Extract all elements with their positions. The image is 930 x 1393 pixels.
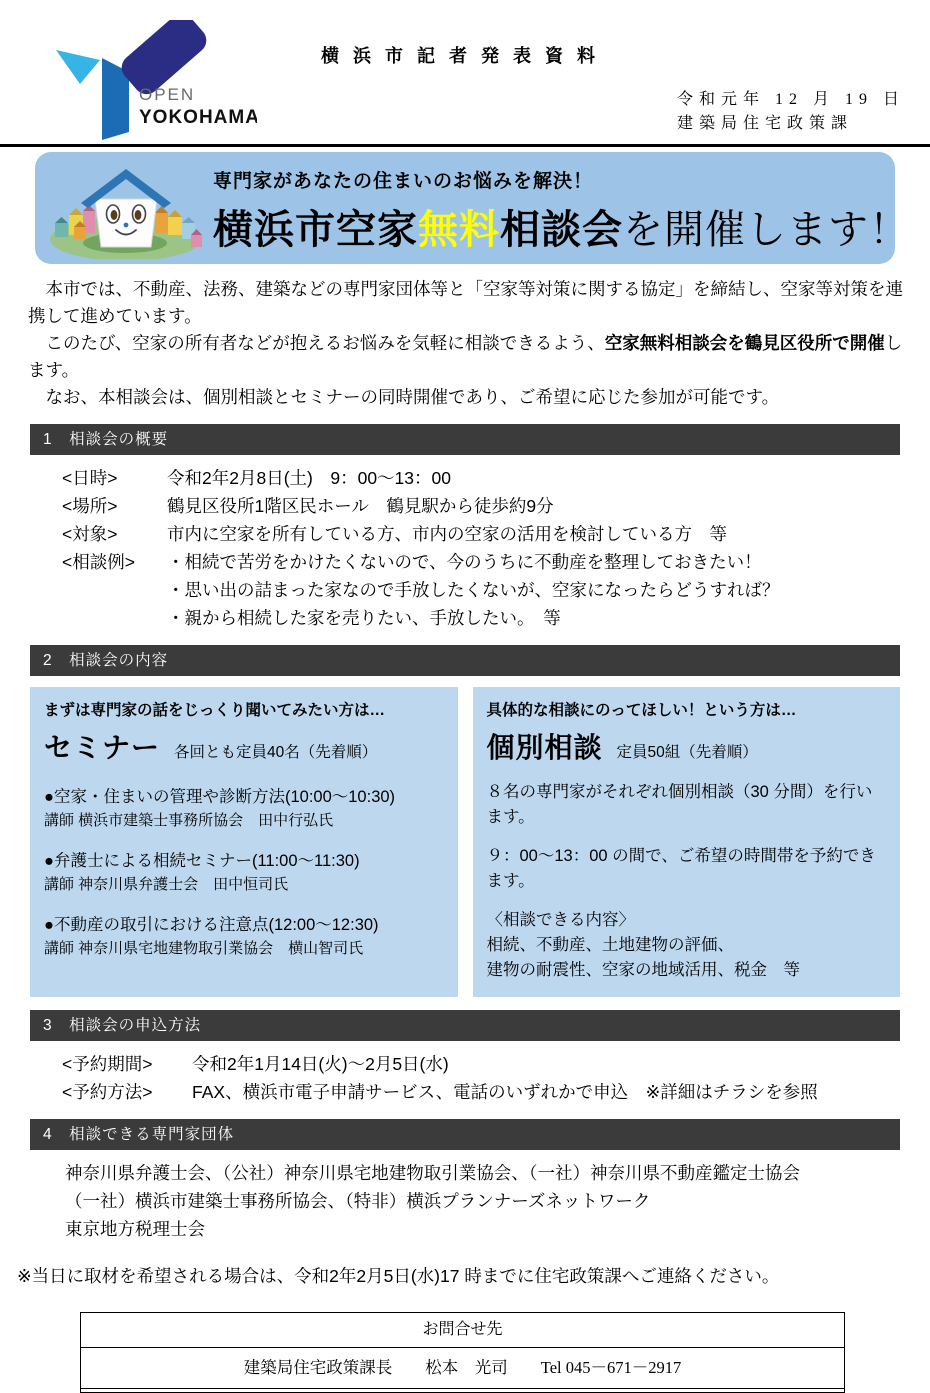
department: 建築局住宅政策課 [676,115,853,132]
seminar-title-row [44,726,444,766]
reservation-period-label: <予約期間> [62,1054,153,1074]
individual-capacity: 定員50組（先着順） [616,744,758,761]
intro-paragraph-3: なお、本相談会は、個別相談とセミナーの同時開催であり、ご希望に応じた参加が可能です。 [28,387,780,407]
row-examples [62,548,900,632]
seminar-item-3 [44,911,444,958]
section2-heading-bar: 2 相談会の内容 [30,645,900,676]
section4-heading-bar: 4 相談できる専門家団体 [30,1119,900,1150]
intro-paragraph-1: 本市では、不動産、法務、建築などの専門家団体等と「空家等対策に関する協定」を締結し、空家等対策を連携して進めています。 [28,279,903,326]
section3-content [30,1050,900,1106]
intro-paragraphs [28,276,904,411]
row-target [62,520,900,548]
document-title: 横浜市記者発表資料 [321,46,609,66]
individual-paragraph-1: ８名の専門家がそれぞれ個別相談（30 分間）を行います。 [486,783,873,826]
row-place [62,492,900,520]
title-banner [35,152,910,264]
date-department-block [677,88,905,136]
example-line-2: ・思い出の詰まった家なので手放したくないが、空家になったらどうすれば？ [167,580,780,600]
expert-groups-line-3: 東京地方税理士会 [65,1219,205,1239]
seminar-capacity: 各回とも定員40名（先着順） [174,744,378,761]
contact-table-header: お問合せ先 [81,1313,844,1348]
seminar-item-2-title: ●弁護士による相続セミナー(11:00～11:30) [44,852,360,870]
document-header [0,0,930,147]
individual-title: 個別相談 [486,732,603,763]
individual-topics-line-2: 建物の耐震性、空家の地域活用、税金 等 [486,961,800,979]
reservation-method-label: <予約方法> [62,1082,153,1102]
individual-topics [487,908,887,983]
row-datetime-value: 令和2年2月8日(土) 9：00～13：00 [167,468,451,488]
section4-content [30,1159,900,1243]
seminar-item-1 [44,783,444,830]
row-target-value: 市内に空家を所有している方、市内の空家の活用を検討している方 等 [167,524,727,544]
row-place-value: 鶴見区役所1階区民ホール 鶴見駅から徒歩約9分 [167,496,554,516]
individual-topics-heading: 〈相談できる内容〉 [486,911,635,929]
seminar-box [30,687,458,997]
headline-post: 相談会 [500,208,623,252]
row-datetime [62,464,900,492]
banner-headline [213,198,910,255]
banner-text [213,166,910,255]
row-reservation-period [62,1050,900,1078]
individual-paragraph-2: ９：00～13：00 の間で、ご希望の時間帯を予約できます。 [486,847,876,890]
contact-table-row: 建築局住宅政策課長 松本 光司 Tel 045－671－2917 [81,1348,844,1389]
seminar-item-2 [44,847,444,894]
logo-open-text: OPEN [139,85,196,104]
row-place-label: <場所> [62,496,118,516]
intro-p2-end: します。 [28,333,903,380]
headline-tail: を開催します！ [623,208,910,252]
seminar-item-2-lecturer: 講師 神奈川県弁護士会 田中恒司氏 [44,876,289,893]
house-mascot-icon [47,157,205,264]
section2-content [30,687,900,997]
expert-groups-line-1: 神奈川県弁護士会、（公社）神奈川県宅地建物取引業協会、（一社）神奈川県不動産鑑定士協会 [65,1163,800,1183]
headline-free-highlight: 無料 [418,208,500,252]
logo-yokohama-text: YOKOHAMA [139,107,257,128]
contact-table [80,1312,845,1393]
row-examples-label: <相談例> [62,552,135,572]
reservation-period-value: 令和2年1月14日(火)～2月5日(水) [192,1054,449,1074]
seminar-item-1-title: ●空家・住まいの管理や診断方法(10:00～10:30) [44,788,396,806]
press-coverage-note: ※当日に取材を希望される場合は、令和2年2月5日(水)17 時までに住宅政策課へご連絡ください。 [17,1266,780,1286]
release-date: 令和元年 12 月 19 日 [676,91,905,108]
seminar-item-3-lecturer: 講師 神奈川県宅地建物取引業協会 横山智司氏 [44,940,364,957]
row-datetime-label: <日時> [62,468,118,488]
intro-p2-normal: このたび、空家の所有者などが抱えるお悩みを気軽に相談できるよう、 [28,333,605,353]
intro-p2-bold: 空家無料相談会を鶴見区役所で開催 [604,333,885,353]
individual-title-row [487,726,887,766]
headline-pre: 横浜市空家 [213,208,418,252]
individual-intro: 具体的な相談にのってほしい！という方は… [486,702,797,719]
section1-content [30,464,900,632]
seminar-title: セミナー [44,732,161,763]
section3-heading-bar: 3 相談会の申込方法 [30,1010,900,1041]
seminar-intro: まずは専門家の話をじっくり聞いてみたい方は… [44,702,386,719]
individual-consult-box [473,687,901,997]
example-line-1: ・相続で苦労をかけたくないので、今のうちに不動産を整理しておきたい！ [167,552,762,572]
open-yokohama-logo [42,20,257,145]
section1-heading-bar: 1 相談会の概要 [30,424,900,455]
expert-groups-line-2: （一社）横浜市建築士事務所協会、（特非）横浜プランナーズネットワーク [65,1191,651,1211]
example-line-3: ・親から相続した家を売りたい、手放したい。 等 [167,608,561,628]
row-target-label: <対象> [62,524,118,544]
seminar-item-1-lecturer: 講師 横浜市建築士事務所協会 田中行弘氏 [44,812,334,829]
row-reservation-method [62,1078,900,1106]
individual-topics-line-1: 相続、不動産、土地建物の評価、 [486,936,734,954]
banner-subtitle: 専門家があなたの住まいのお悩みを解決！ [213,171,594,192]
seminar-item-3-title: ●不動産の取引における注意点(12:00～12:30) [44,916,379,934]
row-examples-values [167,548,900,632]
reservation-method-value: FAX、横浜市電子申請サービス、電話のいずれかで申込 ※詳細はチラシを参照 [192,1082,818,1102]
intro-paragraph-2 [28,330,904,384]
open-yokohama-logo-icon [42,20,257,140]
